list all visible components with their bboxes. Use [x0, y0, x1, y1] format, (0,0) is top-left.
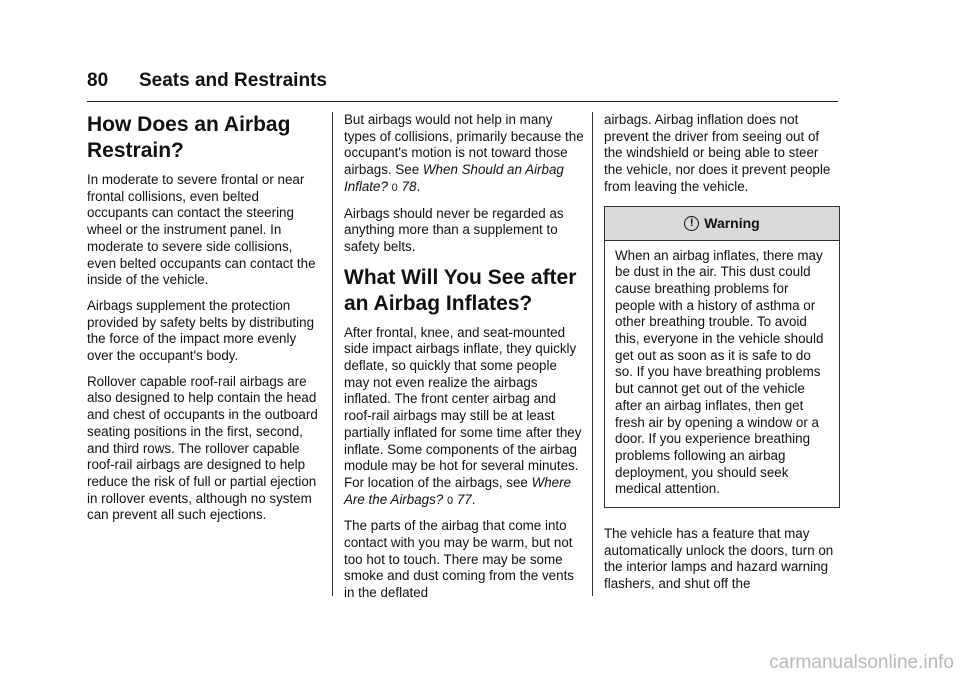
paragraph: Airbags should never be regarded as anything more than a supplement to safety belts.	[344, 205, 564, 254]
page-number: 80	[87, 70, 109, 91]
paragraph: Rollover capable roof-rail airbags are also designed to help contain the head and chest of occupants in the outboard seating positions in the first, second, and third rows. The rollover capable roof-rail airbags are designed to help reduce the risk of full or partial ejection in rollover events, although no system can prevent all such ejections.	[87, 373, 318, 523]
punctuation: .	[416, 178, 421, 194]
paragraph: The parts of the airbag that come into contact with you may be warm, but not too hot to touch. There may be some smoke and dust coming from the vents in the deflated	[344, 518, 574, 601]
paragraph	[344, 325, 584, 510]
column-middle	[344, 112, 584, 611]
paragraph-text: After frontal, knee, and seat-mounted side impact airbags inflate, they quickly deflate, so quickly that some people may not even realize the airbags inflated. The front center airbag and roof-rail airbags may still be at least partially inflated for some time after they inflate. Some components of the airbag module may be hot for several minutes. For location of the airbags, see	[344, 324, 582, 490]
warning-header	[605, 207, 839, 241]
heading-what-will-you-see: What Will You See after an Airbag Inflates?	[344, 265, 577, 315]
heading-how-airbag-restrain: How Does an Airbag Restrain?	[87, 113, 291, 162]
column-divider	[592, 112, 593, 596]
page-header	[87, 66, 838, 102]
paragraph: airbags. Airbag inflation does not prevent the driver from seeing out of the windshield or being able to steer the vehicle, nor does it prevent people from leaving the vehicle.	[604, 112, 831, 194]
page-ref-number[interactable]: 78	[401, 178, 417, 194]
paragraph: Airbags supplement the protection provided by safety belts by distributing the force of the impact more evenly over the occupant's body.	[87, 297, 315, 364]
paragraph-text: But airbags would not help in many types of collisions, primarily because the occupant's motion is not toward those airbags. See	[344, 112, 584, 178]
paragraph: The vehicle has a feature that may automatically unlock the doors, turn on the interior lamps and hazard warning flashers, and shut off the	[604, 526, 834, 592]
page-ref-arrow-icon: 0	[446, 494, 454, 507]
warning-text: When an airbag inflates, there may be dust in the air. This dust could cause breathing problems for people with a history of asthma or other breathing trouble. To avoid this, everyone in the vehicle should get out as soon as it is safe to do so. If you have breathing problems but cannot get out of the vehicle after an airbag inflates, then get fresh air by opening a window or a door. If you experience breathing problems following an airbag deployment, you should seek medical attention.	[615, 247, 824, 497]
warning-box	[604, 206, 840, 509]
section-title: Seats and Restraints	[139, 70, 327, 91]
cross-reference-link[interactable]: When Should an Airbag Inflate?	[344, 162, 564, 194]
column-divider	[332, 112, 333, 596]
punctuation: .	[471, 491, 476, 507]
watermark: carmanualsonline.info	[769, 652, 954, 673]
warning-icon: !	[684, 216, 699, 231]
page-ref-number[interactable]: 77	[456, 491, 472, 507]
paragraph: In moderate to severe frontal or near frontal collisions, even belted occupants can contact the steering wheel or the instrument panel. In moderate to severe side collisions, even belted occupants can contact the inside of the vehicle.	[87, 172, 316, 288]
cross-reference-link[interactable]: Where Are the Airbags?	[344, 474, 572, 507]
warning-title: Warning	[704, 214, 760, 231]
paragraph	[344, 112, 584, 197]
page-ref-arrow-icon: 0	[391, 181, 398, 194]
column-left	[87, 112, 323, 533]
column-right	[604, 112, 840, 602]
